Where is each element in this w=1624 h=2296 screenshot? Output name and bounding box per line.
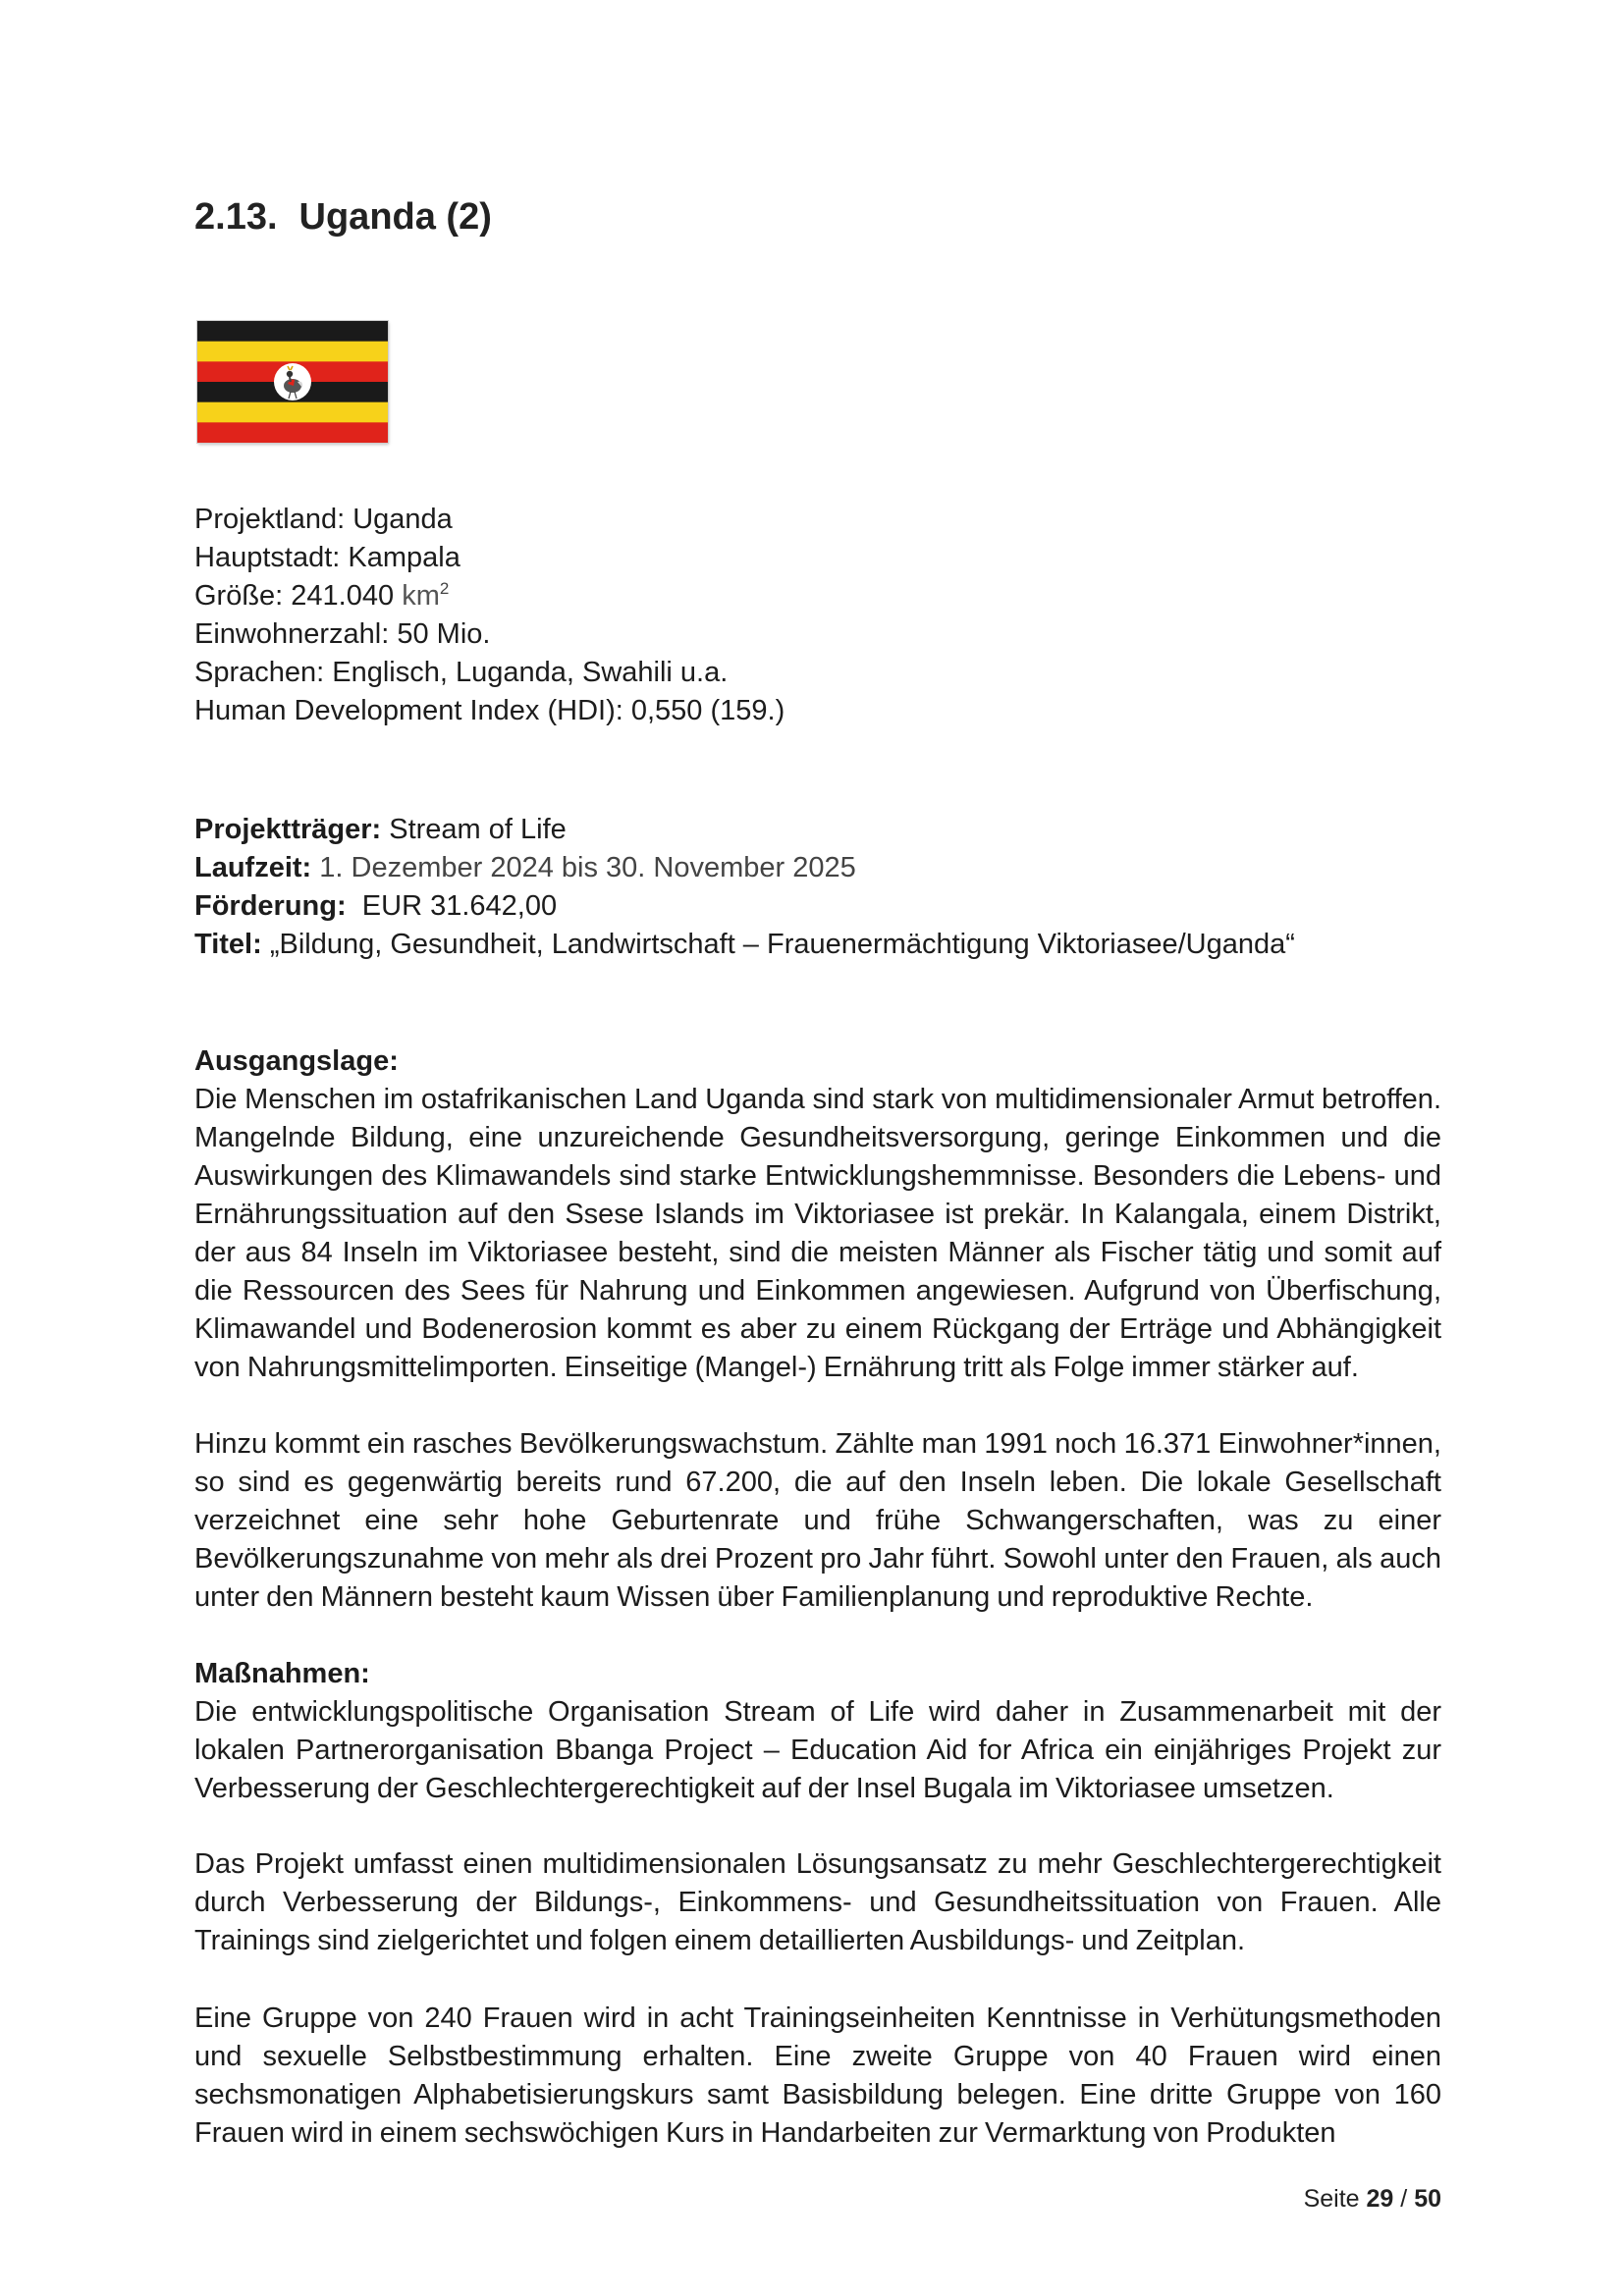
fact-size <box>194 577 785 615</box>
section-heading <box>194 196 492 239</box>
project-duration-row <box>194 849 1295 887</box>
project-funding-row <box>194 887 1295 926</box>
project-funding-label: Förderung: <box>194 890 347 922</box>
section-number: 2.13. <box>194 196 278 238</box>
flag-stripe <box>197 422 388 443</box>
fact-capital: Hauptstadt: Kampala <box>194 542 460 573</box>
project-duration-value: 1. Dezember 2024 bis 30. November 2025 <box>319 852 856 883</box>
project-sponsor-label: Projektträger: <box>194 814 382 845</box>
project-funding-value: EUR 31.642,00 <box>361 890 558 922</box>
ausgangslage-paragraph-1: Die Menschen im ostafrikanischen Land Uganda sind stark von multidimensionaler Armut betroffen. Mangelnde Bildung, eine unzureichende Gesundheitsversorgung, geringe Einkommen und die Auswirkungen des Klimawandels sind starke Entwicklungshemmnisse. Besonders die Lebens- und Ernährungssituation auf den Ssese Islands im Viktoriasee ist prekär. In Kalangala, einem Distrikt, der aus 84 Inseln im Viktoriasee besteht, sind die meisten Männer als Fischer tätig und somit auf die Ressourcen des Sees für Nahrung und Einkommen angewiesen. Aufgrund von Überfischung, Klimawandel und Bodenerosion kommt es aber zu einem Rückgang der Erträge und Abhängigkeit von Nahrungsmittelimporten. Einseitige (Mangel-) Ernährung tritt als Folge immer stärker auf. <box>194 1084 1441 1383</box>
project-title-value: „Bildung, Gesundheit, Landwirtschaft – Frauenermächtigung Viktoriasee/Uganda“ <box>269 929 1295 960</box>
fact-country: Projektland: Uganda <box>194 504 453 535</box>
ausgangslage-heading: Ausgangslage: <box>194 1045 399 1077</box>
page-number-current: 29 <box>1366 2185 1394 2213</box>
massnahmen-paragraph-1: Die entwicklungspolitische Organisation Stream of Life wird daher in Zusammenarbeit mit der lokalen Partnerorganisation Bbanga Project – Education Aid for Africa ein einjähriges Projekt zur Verbesserung der Geschlechtergerechtigkeit auf der Insel Bugala im Viktoriasee umsetzen. <box>194 1696 1441 1804</box>
country-facts <box>194 501 785 730</box>
section-title: Uganda (2) <box>298 196 492 238</box>
project-duration-label: Laufzeit: <box>194 852 312 883</box>
page-number <box>1295 2185 1441 2214</box>
page-number-prefix: Seite <box>1303 2185 1360 2213</box>
massnahmen-paragraph-3: Eine Gruppe von 240 Frauen wird in acht Trainingseinheiten Kenntnisse in Verhütungsmethoden und sexuelle Selbstbestimmung erhalten. Eine zweite Gruppe von 40 Frauen wird einen sechsmonatigen Alphabetisierungskurs samt Basisbildung belegen. Eine dritte Gruppe von 160 Frauen wird in einem sechswöchigen Kurs in Handarbeiten zur Vermarktung von Produkten <box>194 2002 1441 2149</box>
page-number-total: 50 <box>1414 2185 1441 2213</box>
fact-population: Einwohnerzahl: 50 Mio. <box>194 618 491 650</box>
fact-size-unit: km <box>402 580 440 612</box>
fact-size-value: Größe: 241.040 <box>194 580 395 612</box>
project-title-label: Titel: <box>194 929 262 960</box>
flag-stripe <box>197 342 388 362</box>
project-sponsor-row <box>194 811 1295 849</box>
massnahmen-heading: Maßnahmen: <box>194 1658 370 1689</box>
massnahmen-paragraph-2: Das Projekt umfasst einen multidimensionalen Lösungsansatz zu mehr Geschlechtergerechtigkeit durch Verbesserung der Bildungs-, Einkommens- und Gesundheitssituation von Frauen. Alle Trainings sind zielgerichtet und folgen einem detaillierten Ausbildungs- und Zeitplan. <box>194 1848 1441 1956</box>
section-ausgangslage <box>194 1042 1441 1387</box>
fact-languages: Sprachen: Englisch, Luganda, Swahili u.a. <box>194 657 729 688</box>
ausgangslage-paragraph-2: Hinzu kommt ein rasches Bevölkerungswachstum. Zählte man 1991 noch 16.371 Einwohner*innen, so sind es gegenwärtig bereits rund 67.200, die auf den Inseln leben. Die lokale Gesellschaft verzeichnet eine sehr hohe Geburtenrate und frühe Schwangerschaften, was zu einer Bevölkerungszunahme von mehr als drei Prozent pro Jahr führt. Sowohl unter den Frauen, als auch unter den Männern besteht kaum Wissen über Familienplanung und reproduktive Rechte. <box>194 1428 1441 1613</box>
fact-size-exponent: 2 <box>439 579 450 598</box>
fact-hdi: Human Development Index (HDI): 0,550 (159.) <box>194 695 785 726</box>
project-info <box>194 811 1295 964</box>
project-sponsor-value: Stream of Life <box>389 814 567 845</box>
flag-stripe <box>197 402 388 423</box>
page-number-separator: / <box>1400 2185 1408 2213</box>
section-massnahmen <box>194 1655 1441 1808</box>
project-title-row <box>194 926 1295 964</box>
uganda-flag-icon <box>197 321 388 443</box>
flag-stripe <box>197 321 388 342</box>
